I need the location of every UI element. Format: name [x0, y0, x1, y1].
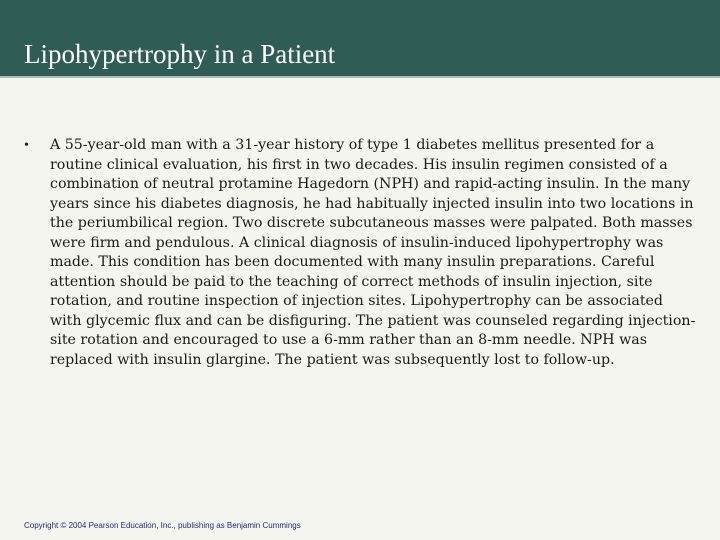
slide-title: Lipohypertrophy in a Patient — [24, 39, 336, 69]
slide-content — [24, 136, 699, 370]
copyright-footer: Copyright © 2004 Pearson Education, Inc., publishing as Benjamin Cummings — [24, 521, 301, 530]
slide-header — [0, 0, 720, 76]
bullet-item — [24, 136, 699, 370]
header-divider — [0, 76, 720, 78]
bullet-marker: • — [24, 138, 29, 153]
case-description: A 55-year-old man with a 31-year history of type 1 diabetes mellitus presented for a routine clinical evaluation, his first in two decades. His insulin regimen consisted of a combination of neutral protamine Hagedorn (NPH) and rapid-acting insulin. In the many years since his diabetes diagnosis, he had habitually injected insulin into two locations in the periumbilical region. Two discrete subcutaneous masses were palpated. Both masses were firm and pendulous. A clinical diagnosis of insulin-induced lipohypertrophy was made. This condition has been documented with many insulin preparations. Careful attention should be paid to the teaching of correct methods of insulin injection, site rotation, and routine inspection of injection sites. Lipohypertrophy can be associated with glycemic flux and can be disfiguring. The patient was counseled regarding injection-site rotation and encouraged to use a 6-mm rather than an 8-mm needle. NPH was replaced with insulin glargine. The patient was subsequently lost to follow-up. — [50, 137, 696, 368]
